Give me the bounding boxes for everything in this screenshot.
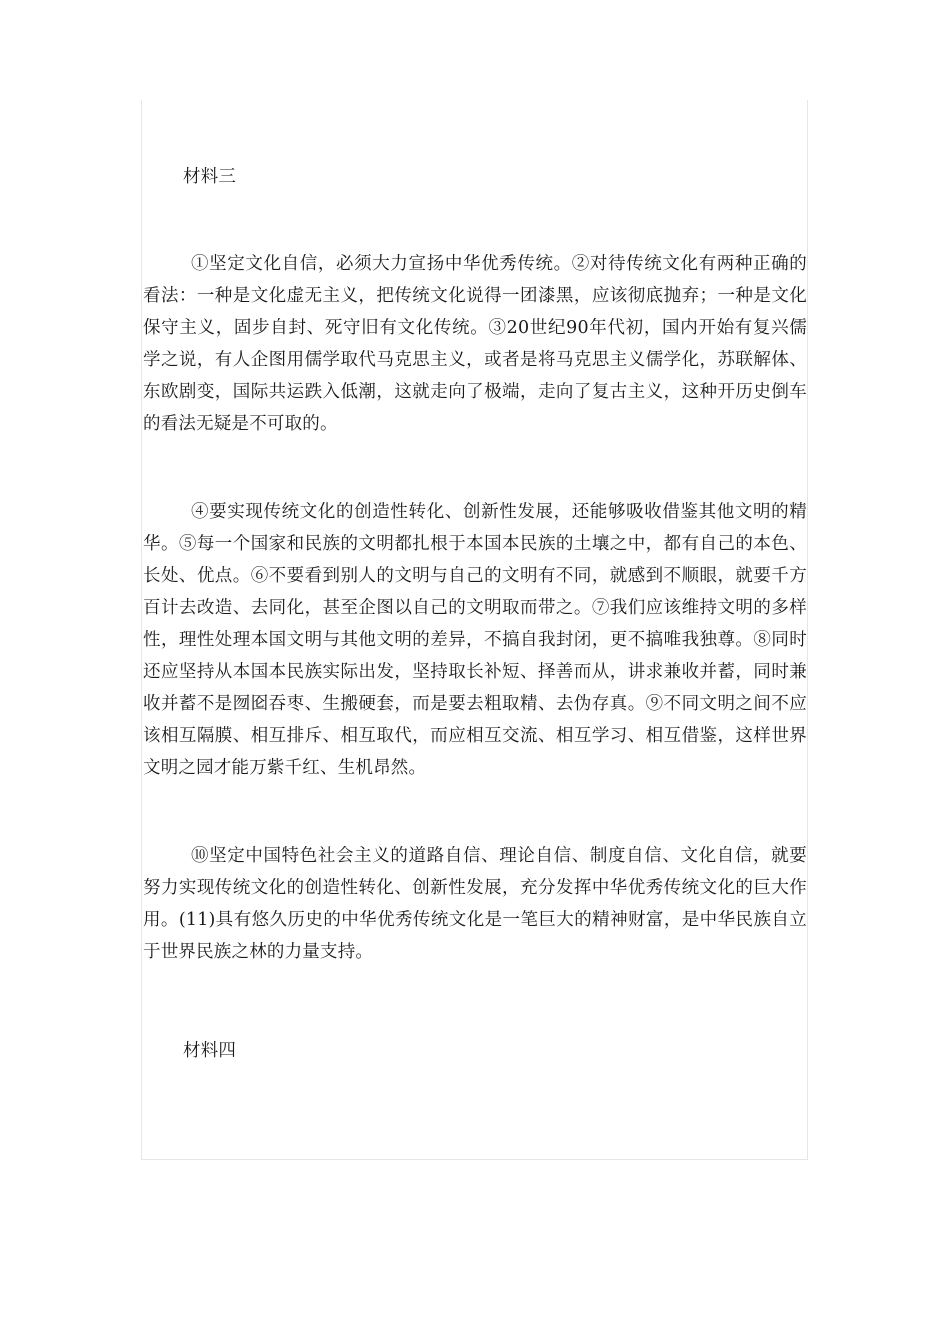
paragraph-1: ①坚定文化自信，必须大力宣扬中华优秀传统。②对待传统文化有两种正确的看法：一种是文化虚无主义，把传统文化说得一团漆黑，应该彻底抛弃；一种是文化保守主义，固步自封、死守旧有文化传统。③20世纪90年代初，国内开始有复兴儒学之说，有人企图用儒学取代马克思主义，或者是将马克思主义儒学化，苏联解体、东欧剧变，国际共运跌入低潮，这就走向了极端，走向了复古主义，这种开历史倒车的看法无疑是不可取的。 [143, 254, 807, 434]
paragraph-3: ⑩坚定中国特色社会主义的道路自信、理论自信、制度自信、文化自信，就要努力实现传统文化的创造性转化、创新性发展，充分发挥中华优秀传统文化的巨大作用。(11)具有悠久历史的中华优秀传统文化是一笔巨大的精神财富，是中华民族自立于世界民族之林的力量支持。 [143, 846, 807, 962]
spacer [143, 204, 807, 248]
document-body [143, 150, 807, 1078]
spacer [143, 968, 807, 1024]
paragraph-2: ④要实现传统文化的创造性转化、创新性发展，还能够吸收借鉴其他文明的精华。⑤每一个国家和民族的文明都扎根于本国本民族的土壤之中，都有自己的本色、长处、优点。⑥不要看到别人的文明与自己的文明有不同，就感到不顺眼，就要千方百计去改造、去同化，甚至企图以自己的文明取而带之。⑦我们应该维持文明的多样性，理性处理本国文明与其他文明的差异，不搞自我封闭，更不搞唯我独尊。⑧同时还应坚持从本国本民族实际出发，坚持取长补短、择善而从，讲求兼收并蓄，同时兼收并蓄不是囫囵吞枣、生搬硬套，而是要去粗取精、去伪存真。⑨不同文明之间不应该相互隔膜、相互排斥、相互取代，而应相互交流、相互学习、相互借鉴，这样世界文明之园才能万紫千红、生机昂然。 [143, 502, 807, 778]
spacer [143, 440, 807, 496]
spacer [143, 784, 807, 840]
section-heading-material-3: 材料三 [183, 167, 237, 187]
section-heading-material-4: 材料四 [183, 1041, 237, 1061]
